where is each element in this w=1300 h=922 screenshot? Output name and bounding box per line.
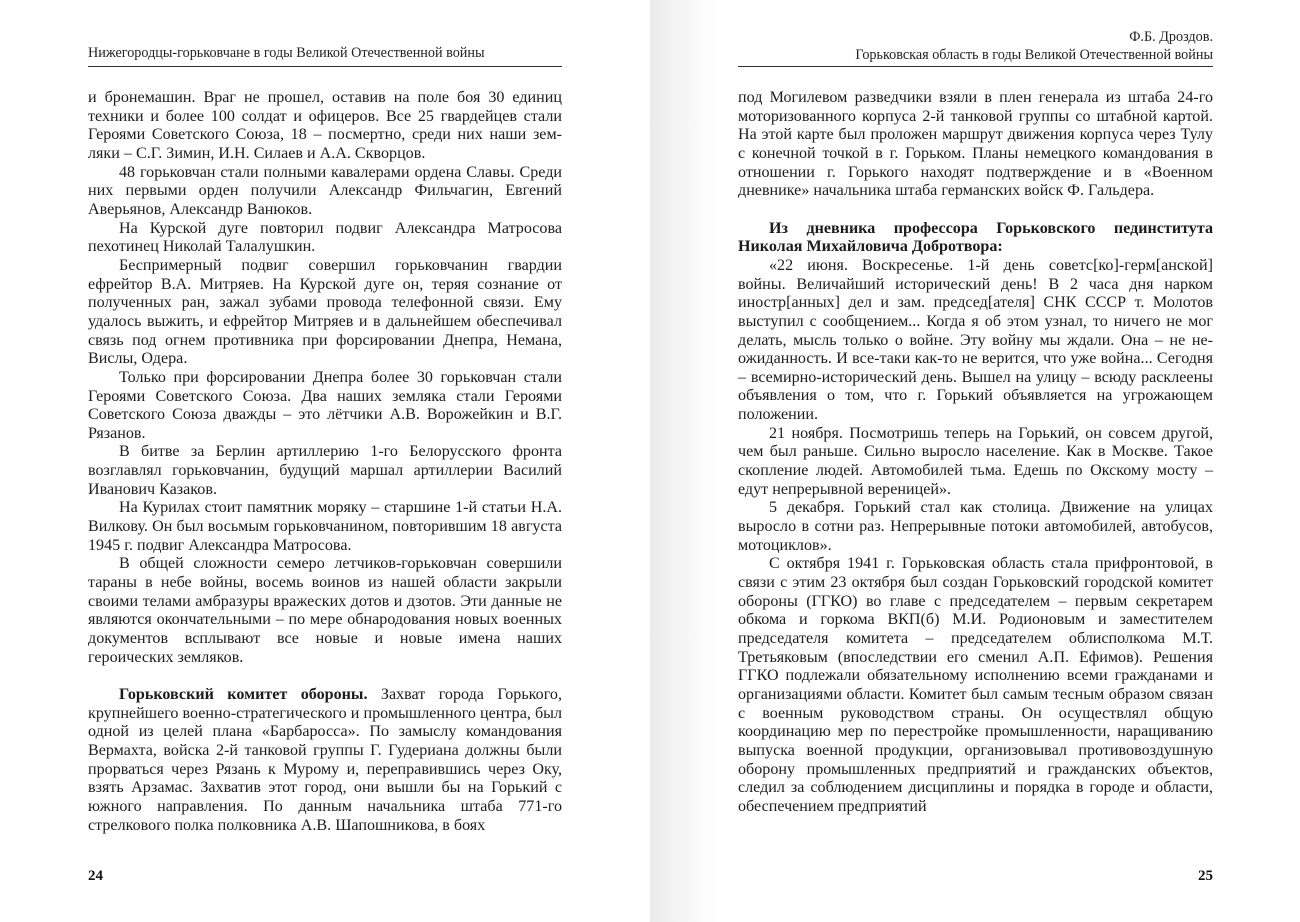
section-paragraph	[88, 686, 562, 835]
paragraph: Беспримерный подвиг совершил горьковчанин гвардии ефрейтор В.А. Митряев. На Курской дуге он, теряя сознание от полученных ран, зажал зубами провода телефонной связи. Ему удалось выжить, и ефрейтор Митряев и в дальнейшем обеспечивал связь под огнем противника при форсировании Днепра, Немана, Вислы, Одера.	[88, 256, 562, 368]
left-body-text	[88, 89, 562, 835]
right-body-text	[738, 89, 1213, 817]
paragraph: под Могилевом разведчики взяли в плен генерала из штаба 24-го моторизованного корпуса 2-й танковой группы со штабной картой. На этой карте был проложен маршрут движения корпуса через Тулу с конечной точкой в г. Горьком. Планы немецкого командования в отношении г. Горького находят подтверждение и в «Военном дневнике» начальника штаба германских войск Ф. Гальдера.	[738, 89, 1213, 200]
section-text: Захват города Горького, крупнейшего военно-стратегического и промышленного центра, был одной из целей плана «Барбаросса». По замыслу командования Вермахта, войска 2-й танковой группы Г. Гудериана должны были прорваться через Рязань к Мурому и, переправившись через Оку, взять Арзамас. Захватив этот город, они вышли бы на Горький с южного направления. По данным начальника штаба 771-го стрелкового полка полковника А.В. Шапошникова, в боях	[88, 685, 562, 834]
page-number-right: 25	[1198, 868, 1213, 884]
paragraph: На Курилах стоит памятник моряку – старшине 1-й статьи Н.А. Вилкову. Он был восьмым горьковчанином, повторившим 18 августа 1945 г. подвиг Александра Матросова.	[88, 499, 562, 554]
right-page	[650, 0, 1300, 922]
paragraph: С октября 1941 г. Горьковская область стала прифронтовой, в связи с этим 23 октября был создан Горьковский городской комитет обороны (ГГКО) во главе с председателем – первым секретарем обкома и горкома ВКП(б) М.И. Родионовым и заместителем председателя комитета – председателем облисполкома М.Т. Третьяковым (впоследствии его сменил А.П. Ефимов). Решения ГГКО подлежали обязательному исполнению всеми гражданами и организациями области. Комитет был самым тесным образом связан с военным руководством страны. Он осуществлял общую координацию мер по перестройке промышленности, наращиванию выпуска военной продукции, организовывал противовоздушную оборону промышленных предприятий и гражданских объектов, следил за соблюдением дисциплины и порядка в городе и области, обеспечением предприятий	[738, 555, 1213, 815]
paragraph: В общей сложности семеро летчиков-горьковчан совершили тараны в небе войны, восемь воинов из нашей области закрыли своими телами амбразуры вражеских дотов и дзотов. Эти данные не являются окончательными – по мере обнародования новых военных документов всплывают все новые и новые имена наших героических земляков.	[88, 555, 562, 666]
page-number-left: 24	[88, 868, 103, 884]
diary-heading: Из дневника профессора Горьковского пединститута Николая Михайловича Добротвора:	[738, 219, 1213, 256]
header-rule-right	[738, 66, 1213, 67]
section-heading: Горьковский комитет обороны.	[119, 685, 368, 703]
paragraph: В битве за Берлин артиллерию 1-го Белорусского фронта возглавлял горьковчанин, будущий маршал артиллерии Василий Иванович Казаков.	[88, 443, 562, 498]
diary-entry: 5 декабря. Горький стал как столица. Движение на улицах выросло в сотни раз. Непрерывные потоки автомобилей, автобусов, мотоциклов».	[738, 499, 1213, 554]
paragraph: и бронемашин. Враг не прошел, оставив на поле боя 30 единиц техники и более 100 солдат и офицеров. Все 25 гвардейцев стали Героями Советского Союза, 18 – посмертно, среди них наши земляки – С.Г. Зимин, И.Н. Силаев и А.А. Скворцов.	[88, 89, 562, 162]
diary-entry: «22 июня. Воскресенье. 1-й день советс[ко]-герм[анской] войны. Величайший исторический день! В 2 часа дня нарком иностр[анных] дел и зам. председ[ателя] СНК СССР т. Молотов выступил с сообщением... Когда я об этом узнал, то ничего не мог делать, мысль только о войне. Эту войну мы ждали. Она – не неожиданность. И все-таки как-то не верится, что уже война... Сегодня – всемирно-исторический день. Вышел на улицу – всюду расклеены объявления о том, что г. Горький объявляется на угрожающем положении.	[738, 256, 1213, 424]
paragraph: На Курской дуге повторил подвиг Александра Матросова пехотинец Николай Талалушкин.	[88, 219, 562, 256]
header-rule-left	[88, 66, 562, 67]
diary-entry: 21 ноября. Посмотришь теперь на Горький, он совсем другой, чем был раньше. Сильно выросло население. Как в Москве. Такое скопление людей. Автомобилей тьма. Едешь по Окскому мосту – едут непрерывной вереницей».	[738, 424, 1213, 498]
paragraph: Только при форсировании Днепра более 30 горьковчан стали Героями Советского Союза. Два наших земляка стали Героями Советского Союза дважды – это лётчики А.В. Ворожейкин и В.Г. Рязанов.	[88, 368, 562, 442]
running-head-left: Нижегородцы-горьковчане в годы Великой Отечественной войны	[88, 45, 485, 61]
running-head-title: Горьковская область в годы Великой Отечественной войны	[855, 47, 1213, 63]
running-head-author: Ф.Б. Дроздов.	[1129, 29, 1213, 45]
paragraph: 48 горьковчан стали полными кавалерами ордена Славы. Среди них первыми орден получили Александр Фильчагин, Евгений Аверьянов, Александр Ванюков.	[88, 163, 562, 218]
running-head-right	[738, 28, 1213, 64]
